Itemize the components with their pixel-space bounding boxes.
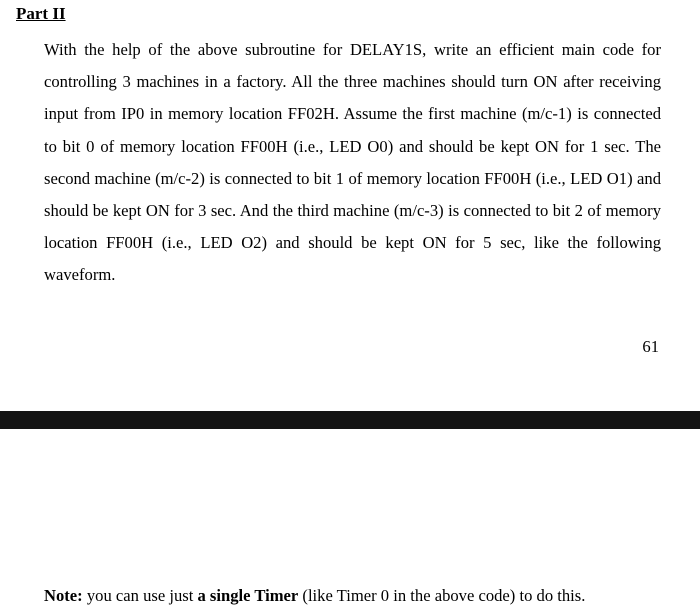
page-break-bar (0, 411, 700, 429)
note-text-part-1: you can use just (82, 586, 198, 605)
note-text-part-2: (like Timer 0 in the above code) to do this. (298, 586, 586, 605)
note-label: Note: (44, 586, 83, 605)
question-paragraph: With the help of the above subroutine for DELAY1S, write an efficient main code for controlling 3 machines in a factory. All the three machines should turn ON after receiving input from IP0 in memory location FF02H. Assume the first machine (m/c-1) is connected to bit 0 of memory location FF00H (i.e., LED O0) and should be kept ON for 1 sec. The second machine (m/c-2) is connected to bit 1 of memory location FF00H (i.e., LED O1) and should be kept ON for 3 sec. And the third machine (m/c-3) is connected to bit 2 of memory location FF00H (i.e., LED O2) and should be kept ON for 5 sec, like the following waveform. (44, 40, 661, 285)
note-emphasis: a single Timer (197, 586, 299, 605)
section-heading: Part II (16, 4, 66, 23)
page-number: 61 (642, 337, 659, 356)
note-text (44, 586, 585, 606)
